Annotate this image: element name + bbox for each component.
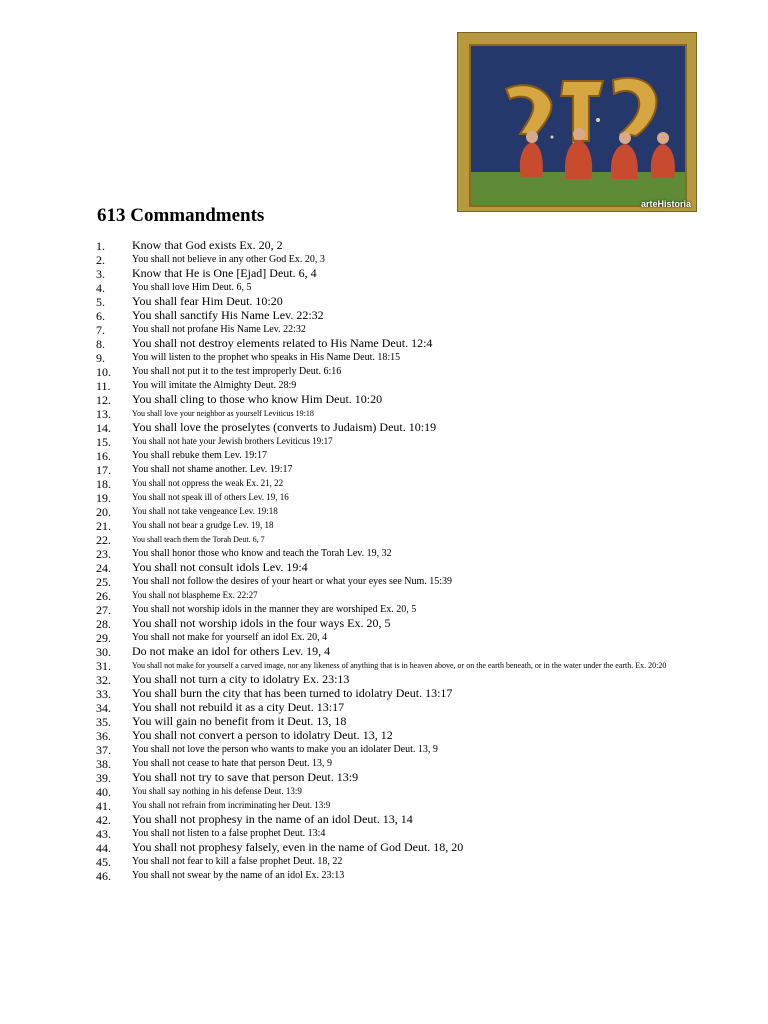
commandment-row (0, 700, 768, 714)
commandment-number: 19. (96, 491, 111, 505)
commandment-row (0, 588, 768, 602)
commandment-text: You will gain no benefit from it Deut. 13, 18 (132, 714, 347, 728)
commandment-text: You shall love the proselytes (converts to Judaism) Deut. 10:19 (132, 420, 437, 434)
commandment-text: You shall sanctify His Name Lev. 22:32 (132, 308, 324, 322)
commandment-text: You shall not shame another. Lev. 19:17 (132, 464, 293, 475)
commandment-number: 29. (96, 631, 111, 645)
commandment-text: You shall not make for yourself a carved image, nor any likeness of anything that is in heaven above, or on the earth beneath, or in the water under the earth. Ex. 20:20 (132, 661, 667, 670)
document-title: 613 Commandments (97, 205, 265, 226)
commandment-row (0, 840, 768, 854)
commandment-row (0, 672, 768, 686)
commandment-number: 14. (96, 421, 111, 435)
commandment-number: 34. (96, 701, 111, 715)
commandment-number: 38. (96, 757, 111, 771)
commandment-text: Do not make an idol for others Lev. 19, 4 (132, 644, 331, 658)
commandment-number: 15. (96, 435, 111, 449)
commandment-number: 40. (96, 785, 111, 799)
commandment-text: You shall not refrain from incriminating her Deut. 13:9 (132, 800, 331, 810)
commandment-row (0, 336, 768, 350)
commandment-text: You shall not try to save that person Deut. 13:9 (132, 770, 359, 784)
commandment-number: 6. (96, 309, 105, 323)
commandment-row (0, 714, 768, 728)
commandment-number: 42. (96, 813, 111, 827)
commandment-number: 24. (96, 561, 111, 575)
commandment-row (0, 252, 768, 266)
commandment-row (0, 406, 768, 420)
commandment-row (0, 756, 768, 770)
commandment-row (0, 350, 768, 364)
commandment-row (0, 462, 768, 476)
commandment-row (0, 518, 768, 532)
commandment-row (0, 434, 768, 448)
commandment-text: You shall not cease to hate that person Deut. 13, 9 (132, 758, 333, 769)
commandment-number: 35. (96, 715, 111, 729)
commandment-text: You shall not listen to a false prophet Deut. 13:4 (132, 828, 326, 839)
commandment-row (0, 644, 768, 658)
commandment-number: 26. (96, 589, 111, 603)
commandment-text: You shall not swear by the name of an idol Ex. 23:13 (132, 870, 345, 881)
commandment-row (0, 294, 768, 308)
commandment-text: You shall say nothing in his defense Deut. 13:9 (132, 786, 302, 796)
commandment-number: 28. (96, 617, 111, 631)
commandment-number: 33. (96, 687, 111, 701)
commandment-number: 30. (96, 645, 111, 659)
commandment-number: 20. (96, 505, 111, 519)
commandment-number: 7. (96, 323, 105, 337)
commandment-text: You will imitate the Almighty Deut. 28:9 (132, 380, 297, 391)
commandment-text: You shall not take vengeance Lev. 19:18 (132, 506, 278, 516)
commandment-number: 5. (96, 295, 105, 309)
commandment-number: 16. (96, 449, 111, 463)
commandment-row (0, 420, 768, 434)
commandment-number: 22. (96, 533, 111, 547)
commandment-text: You shall not prophesy in the name of an idol Deut. 13, 14 (132, 812, 413, 826)
commandment-row (0, 854, 768, 868)
commandment-number: 44. (96, 841, 111, 855)
commandment-text: Know that God exists Ex. 20, 2 (132, 238, 283, 252)
manuscript-panel (469, 44, 687, 207)
commandment-row (0, 280, 768, 294)
commandment-number: 2. (96, 253, 105, 267)
commandment-text: You shall not turn a city to idolatry Ex. 23:13 (132, 672, 350, 686)
commandment-row (0, 546, 768, 560)
commandment-number: 45. (96, 855, 111, 869)
commandment-number: 8. (96, 337, 105, 351)
commandment-number: 23. (96, 547, 111, 561)
commandment-row (0, 308, 768, 322)
commandment-row (0, 770, 768, 784)
commandment-number: 4. (96, 281, 105, 295)
illuminated-manuscript-image (457, 32, 697, 212)
commandment-number: 32. (96, 673, 111, 687)
commandment-number: 1. (96, 239, 105, 253)
commandment-number: 9. (96, 351, 105, 365)
commandment-number: 3. (96, 267, 105, 281)
commandment-text: You shall not put it to the test improperly Deut. 6:16 (132, 366, 342, 377)
commandment-number: 39. (96, 771, 111, 785)
commandment-row (0, 448, 768, 462)
commandment-text: You shall not consult idols Lev. 19:4 (132, 560, 308, 574)
commandment-text: You shall love Him Deut. 6, 5 (132, 282, 252, 293)
commandment-row (0, 504, 768, 518)
commandment-row (0, 266, 768, 280)
commandment-number: 10. (96, 365, 111, 379)
commandment-number: 46. (96, 869, 111, 883)
commandment-row (0, 728, 768, 742)
commandment-text: You shall not profane His Name Lev. 22:32 (132, 324, 306, 335)
commandment-number: 27. (96, 603, 111, 617)
commandment-text: You shall not bear a grudge Lev. 19, 18 (132, 520, 274, 530)
commandment-text: You shall cling to those who know Him Deut. 10:20 (132, 392, 383, 406)
commandment-row (0, 630, 768, 644)
commandment-number: 31. (96, 659, 111, 673)
commandment-text: You shall honor those who know and teach the Torah Lev. 19, 32 (132, 548, 392, 559)
commandment-number: 41. (96, 799, 111, 813)
commandment-text: You shall not worship idols in the manner they are worshiped Ex. 20, 5 (132, 604, 417, 615)
commandment-text: You shall not follow the desires of your heart or what your eyes see Num. 15:39 (132, 576, 453, 587)
commandment-text: You shall not believe in any other God Ex. 20, 3 (132, 254, 325, 265)
commandment-text: You shall teach them the Torah Deut. 6, 7 (132, 535, 265, 544)
commandment-number: 36. (96, 729, 111, 743)
commandment-number: 11. (96, 379, 111, 393)
commandment-number: 18. (96, 477, 111, 491)
commandment-text: You shall love your neighbor as yourself Leviticus 19:18 (132, 409, 314, 418)
commandment-row (0, 364, 768, 378)
commandment-row (0, 490, 768, 504)
commandment-number: 21. (96, 519, 111, 533)
commandment-text: You shall burn the city that has been turned to idolatry Deut. 13:17 (132, 686, 453, 700)
commandments-list (0, 238, 768, 882)
commandment-number: 13. (96, 407, 111, 421)
commandment-number: 43. (96, 827, 111, 841)
commandment-text: You shall rebuke them Lev. 19:17 (132, 450, 267, 461)
commandment-number: 17. (96, 463, 111, 477)
commandment-row (0, 392, 768, 406)
commandment-row (0, 602, 768, 616)
commandment-text: You shall not hate your Jewish brothers Leviticus 19:17 (132, 436, 333, 446)
commandment-row (0, 574, 768, 588)
commandment-number: 12. (96, 393, 111, 407)
commandment-text: You shall not convert a person to idolatry Deut. 13, 12 (132, 728, 393, 742)
commandment-row (0, 560, 768, 574)
commandment-text: You shall fear Him Deut. 10:20 (132, 294, 283, 308)
commandment-row (0, 686, 768, 700)
commandment-text: You shall not blaspheme Ex. 22:27 (132, 590, 258, 600)
commandment-row (0, 238, 768, 252)
commandment-row (0, 798, 768, 812)
commandment-row (0, 322, 768, 336)
commandment-row (0, 616, 768, 630)
manuscript-artwork-icon (471, 46, 685, 205)
commandment-text: You shall not fear to kill a false prophet Deut. 18, 22 (132, 856, 343, 867)
commandment-row (0, 658, 768, 672)
commandment-text: You will listen to the prophet who speaks in His Name Deut. 18:15 (132, 352, 401, 363)
commandment-number: 25. (96, 575, 111, 589)
commandment-text: You shall not destroy elements related to His Name Deut. 12:4 (132, 336, 433, 350)
commandment-row (0, 868, 768, 882)
commandment-text: You shall not oppress the weak Ex. 21, 22 (132, 478, 284, 488)
commandment-text: You shall not love the person who wants to make you an idolater Deut. 13, 9 (132, 744, 438, 755)
commandment-text: Know that He is One [Ejad] Deut. 6, 4 (132, 266, 317, 280)
commandment-number: 37. (96, 743, 111, 757)
commandment-row (0, 378, 768, 392)
commandment-text: You shall not worship idols in the four ways Ex. 20, 5 (132, 616, 391, 630)
commandment-row (0, 784, 768, 798)
image-credit: arteHistoria (640, 199, 691, 209)
commandment-row (0, 812, 768, 826)
commandment-text: You shall not speak ill of others Lev. 19, 16 (132, 492, 289, 502)
commandment-row (0, 742, 768, 756)
commandment-text: You shall not prophesy falsely, even in the name of God Deut. 18, 20 (132, 840, 464, 854)
commandment-row (0, 476, 768, 490)
commandment-row (0, 532, 768, 546)
commandment-text: You shall not make for yourself an idol Ex. 20, 4 (132, 632, 328, 643)
commandment-row (0, 826, 768, 840)
commandment-text: You shall not rebuild it as a city Deut. 13:17 (132, 700, 345, 714)
